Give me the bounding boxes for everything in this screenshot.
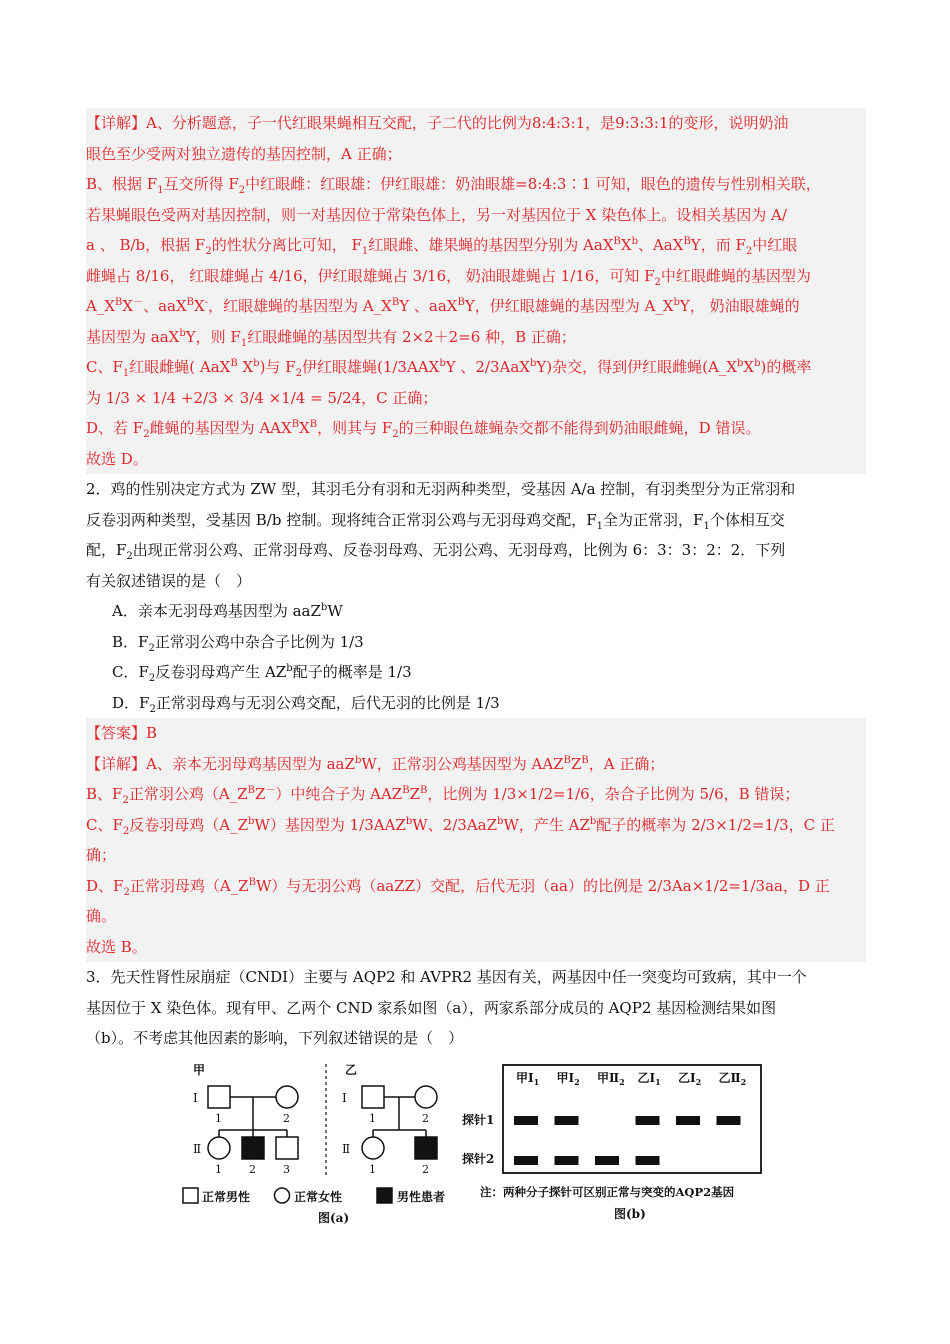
detail-line: 【详解】A、亲本无羽母鸡基因型为 aaZ$^b$W，正常羽公鸡基因型为 $AAZ^BZ^B$，A 正确； (86, 754, 665, 773)
legend-female-icon (275, 1188, 290, 1203)
detail-line: C、$F_2$反卷羽母鸡$(A\_Z^bW)$基因型为 1/3AAZ$^b$W、2/3AaZ$^b$W，产生 $AZ^b$配子的概率为 2/3×1/2=1/3，C 正 (86, 815, 835, 837)
detail-line: B、$F_2$正常羽公鸡$(A\_Z^BZ^-)$中纯合子为 $AAZ^BZ^B$，比例为 1/3×1/2=1/6，杂合子比例为 5/6，B 错误； (86, 785, 800, 806)
gel-band (595, 1156, 619, 1165)
q1-detail-line: C、$F_1$红眼雌蝇( AaX$^B$ $X^b$)与 $F_2$伊红眼雄蝇(1/3AAX$^b$Y 、2/3AaX$^b$Y)杂交，得到伊红眼雌蝇$(A\_X^bX^b)$的概率 (86, 358, 812, 379)
q1-detail-line: 基因型为 aaX$^b$Y，则 $F_1$红眼雌蝇的基因型共有 2×2＋2=6 种，B 正确； (86, 327, 576, 349)
svg-text:Ⅱ: Ⅱ (342, 1141, 351, 1156)
gel-band (636, 1116, 660, 1125)
q2-conclusion: 故选 B。 (86, 937, 147, 956)
detail-tag: 【详解】 (86, 114, 147, 132)
q2-option-c[interactable]: C．$F_2$反卷羽母鸡产生 $AZ^b$配子的概率是 1/3 (112, 663, 412, 684)
q2-stem-line: 配，$F_2$出现正常羽公鸡、正常羽母鸡、反卷羽母鸡、无羽公鸡、无羽母鸡，比例为 6：3：3：2：2．下列 (86, 541, 786, 562)
gel-column-header: 乙$Ⅰ_1$ (637, 1070, 661, 1087)
q3-question (86, 962, 866, 1054)
q2-option-b[interactable]: B．$F_2$正常羽公鸡中杂合子比例为 1/3 (112, 632, 364, 654)
gel-column-header: 甲$Ⅰ_2$ (556, 1070, 580, 1087)
legend-male-icon (183, 1188, 198, 1203)
q3-stem-line: （b）。不考虑其他因素的影响，下列叙述错误的是（ ） (86, 1029, 464, 1047)
gel-band (514, 1156, 538, 1165)
figure-b (462, 1065, 761, 1221)
legend-male-label: 正常男性 (202, 1189, 251, 1204)
svg-text:2: 2 (249, 1162, 256, 1176)
jia-i2-number: 2 (283, 1111, 290, 1125)
family-jia-label: 甲 (193, 1062, 206, 1077)
svg-text:1: 1 (369, 1111, 376, 1125)
yi-ii2-male-patient (415, 1137, 437, 1159)
jia-i1-number: 1 (215, 1111, 222, 1125)
q3-figures (86, 1060, 866, 1230)
yi-ii1-normal-female (362, 1137, 384, 1159)
figure-a-caption: 图(a) (318, 1210, 350, 1225)
gel-column-header: 甲$Ⅰ_1$ (516, 1070, 540, 1087)
q2-question (86, 474, 866, 718)
figure-b-caption: 图(b) (614, 1206, 646, 1221)
q1-detail-line: 雌蝇占 8/16， 红眼雄蝇占 4/16，伊红眼雄蝇占 3/16， 奶油眼雄蝇占 1/16，可知 $F_2$中红眼雌蝇的基因型为 (86, 266, 811, 288)
svg-text:1: 1 (369, 1162, 376, 1176)
svg-text:2: 2 (422, 1111, 429, 1125)
gel-band (636, 1156, 660, 1165)
gen-i-label: Ⅰ (193, 1090, 198, 1105)
gen-ii-label: Ⅱ (193, 1141, 202, 1156)
q2-option-d[interactable]: D．$F_2$正常羽母鸡与无羽公鸡交配，后代无羽的比例是 1/3 (112, 693, 500, 715)
probe2-label: 探针2 (462, 1151, 495, 1166)
q2-option-a[interactable]: A．亲本无羽母鸡基因型为 aaZ$^b$W (112, 602, 343, 620)
q1-detail-line: 若果蝇眼色受两对基因控制，则一对基因位于常染色体上，另一对基因位于 X 染色体上。设相关基因为 A/ (86, 205, 787, 224)
family-yi-label: 乙 (345, 1062, 358, 1077)
detail-line: 确； (86, 846, 117, 864)
probe1-label: 探针1 (462, 1112, 495, 1127)
q3-stem-line: 基因位于 X 染色体。现有甲、乙两个 CND 家系如图（a），两家系部分成员的 AQP2 基因检测结果如图 (86, 998, 777, 1017)
jia-i1-normal-male (208, 1086, 230, 1108)
gel-column-header: 甲$Ⅱ_2$ (597, 1070, 625, 1087)
page (86, 108, 866, 1230)
q1-detail-line: $A\_X^BX^-$、aaX$^B$X-，红眼雄蝇的基因型为 $A\_X^BY$ 、aaX$^B$Y，伊红眼雄蝇的基因型为 $A\_X^bY$， 奶油眼雄蝇的 (86, 297, 800, 315)
q2-stem-line: 反卷羽两种类型，受基因 B/b 控制。现将纯合正常羽公鸡与无羽母鸡交配，$F_1$全为正常羽，$F_1$个体相互交 (86, 510, 785, 532)
svg-text:Ⅰ: Ⅰ (342, 1090, 347, 1105)
legend-patient-icon (377, 1188, 392, 1203)
gel-band (555, 1156, 579, 1165)
svg-text:1: 1 (215, 1162, 222, 1176)
q1-detail-line: B、根据 $F_1$互交所得 $F_2$中红眼雌：红眼雄：伊红眼雄：奶油眼雄=8:4:3∶1 可知，眼色的遗传与性别相关联， (86, 175, 821, 196)
q3-stem-line: 3．先天性肾性尿崩症（CNDI）主要与 AQP2 和 AVPR2 基因有关，两基因中任一突变均可致病，其中一个 (86, 968, 807, 986)
gel-band (514, 1116, 538, 1125)
gel-band (676, 1116, 700, 1125)
yi-i1-normal-male (362, 1086, 384, 1108)
figure-a (183, 1063, 445, 1225)
q3-figures-svg (86, 1060, 866, 1230)
gel-band (717, 1116, 741, 1125)
q1-detail-line: 为 1/3 × 1/4 +2/3 × 3/4 ×1/4 = 5/24，C 正确； (86, 388, 438, 407)
q1-detail-line: a 、 B/b，根据 $F_2$的性状分离比可知， $F_1$红眼雌、雄果蝇的基因型分别为 $AaX^BX^b$、AaX$^B$Y，而 $F_2$中红眼 (86, 236, 798, 257)
gel-column-header: 乙$Ⅰ_2$ (678, 1070, 702, 1087)
q1-detail-line: 【详解】A、分析题意，子一代红眼果蝇相互交配，子二代的比例为8:4:3:1，是9:3:3:1的变形，说明奶油 (86, 114, 789, 132)
svg-text:3: 3 (283, 1162, 290, 1176)
detail-line: 确。 (86, 907, 117, 925)
legend-patient-label: 男性患者 (397, 1189, 446, 1204)
gel-band (555, 1116, 579, 1125)
answer-line: 【答案】B (86, 724, 158, 742)
jia-ii3-normal-male (276, 1137, 298, 1159)
q1-conclusion: 故选 D。 (86, 449, 148, 468)
jia-ii1-normal-female (208, 1137, 230, 1159)
detail-line: D、$F_2$正常羽母鸡$(A\_Z^BW)$与无羽公鸡（aaZZ）交配，后代无羽（aa）的比例是 2/3Aa×1/2=1/3aa，D 正 (86, 876, 830, 898)
svg-text:2: 2 (422, 1162, 429, 1176)
q2-stem-line: 2．鸡的性别决定方式为 ZW 型，其羽毛分有羽和无羽两种类型，受基因 A/a 控制，有羽类型分为正常羽和 (86, 480, 796, 498)
q2-stem-line: 有关叙述错误的是（ ） (86, 571, 252, 590)
yi-i2-normal-female (415, 1086, 437, 1108)
legend-female-label: 正常女性 (294, 1189, 343, 1204)
q1-detail-line: D、若 $F_2$雌蝇的基因型为 $AAX^BX^B$，则其与 $F_2$的三种眼色雄蝇杂交都不能得到奶油眼雌蝇，D 错误。 (86, 419, 761, 440)
jia-i2-normal-female (276, 1086, 298, 1108)
gel-column-header: 乙$Ⅱ_2$ (718, 1070, 747, 1087)
q2-answer-block (86, 718, 866, 962)
q1-detail-line: 眼色至少受两对独立遗传的基因控制，A 正确； (86, 144, 402, 163)
q1-detail-block (86, 108, 866, 474)
jia-ii2-male-patient (242, 1137, 264, 1159)
figure-b-note: 注：两种分子探针可区别正常与突变的AQP2基因 (480, 1184, 735, 1199)
